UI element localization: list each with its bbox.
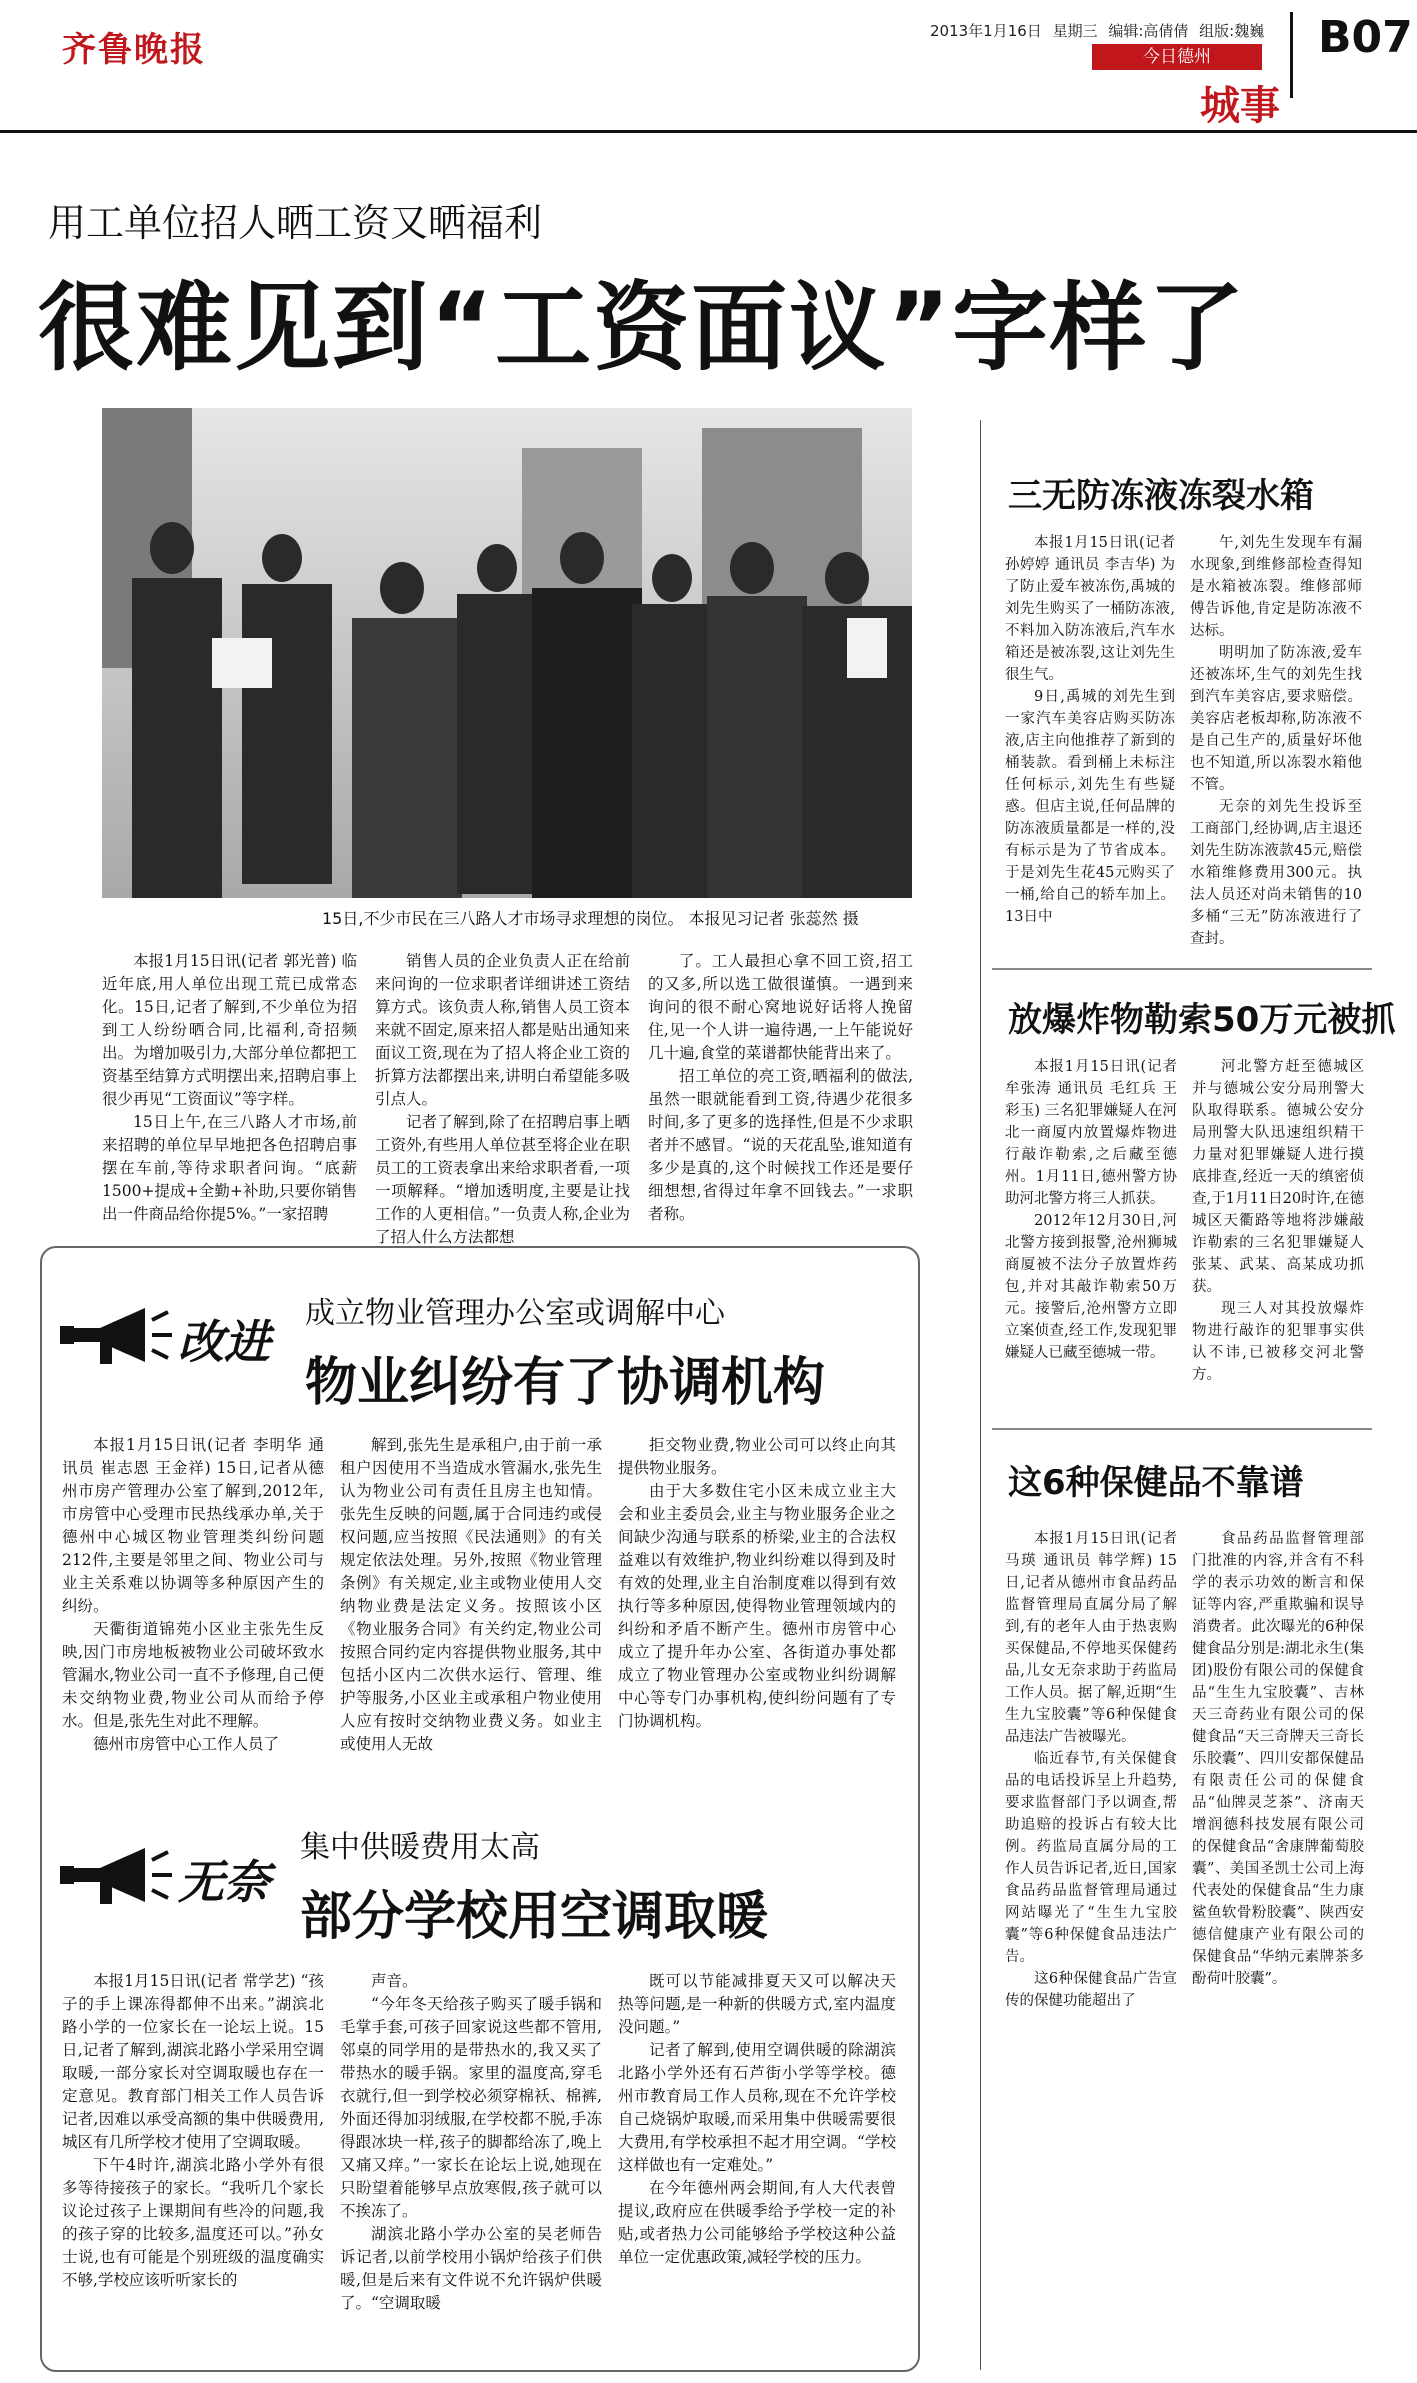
paragraph: 15日上午,在三八路人才市场,前来招聘的单位早早地把各色招聘启事摆在车前,等待求职者问询。“底薪1500+提成+全勤+补助,只要你销售出一件商品给你提5%。”一家招聘 [102,1113,357,1223]
paragraph: 河北警方赶至德城区并与德城公安分局刑警大队取得联系。德城公安分局刑警大队迅速组织精干力量对犯罪嫌疑人进行摸底排查,经近一天的缜密侦查,于1月11日20时许,在德城区天衢路等地将涉嫌敲诈勒索的三名犯罪嫌疑人张某、武某、高某成功抓获。 [1192,1059,1364,1295]
paragraph: 9日,禹城的刘先生到一家汽车美容店购买防冻液,店主向他推荐了新到的桶装款。看到桶上未标注任何标示,刘先生有些疑惑。但店主说,任何品牌的防冻液质量都是一样的,没有标示是为了节省成本。于是刘先生花45元购买了一桶,给自己的轿车加上。13日中 [1005,689,1175,925]
side-article-2-title: 放爆炸物勒索50万元被抓 [1008,1000,1396,1040]
paragraph: 了。工人最担心拿不回工资,招工的又多,所以选工做很谨慎。一遇到来询问的很不耐心窝地说好话将人挽留住,见一个人讲一遍待遇,一上午能说好几十遍,食堂的菜谱都快能背出来了。 [648,952,913,1062]
paragraph: 记者了解到,使用空调供暖的除湖滨北路小学外还有石芦街小学等学校。德州市教育局工作人员称,现在不允许学校自己烧锅炉取暖,而采用集中供暖需要很大费用,有学校承担不起才用空调。“学校这样做也有一定难处。” [618,2041,896,2174]
paragraph: “今年冬天给孩子购买了暖手锅和毛掌手套,可孩子回家说这些都不管用,邻桌的同学用的是带热水的,我又买了带热水的暖手锅。家里的温度高,穿毛衣就行,但一到学校必须穿棉袄、棉裤,外面还得加羽绒服,在学校都不脱,手冻得跟冰块一样,孩子的脚都给冻了,晚上又痛又痒。”一家长在论坛上说,她现在只盼望着能够早点放寒假,孩子就可以不挨冻了。 [340,1995,602,2220]
column-divider [980,420,981,2370]
side-article-2-column-1 [1005,1056,1177,1364]
box-article-1-subhead: 成立物业管理办公室或调解中心 [305,1296,725,1331]
paragraph: 解到,张先生是承租户,由于前一承租户因使用不当造成水管漏水,张先生认为物业公司有责任且房主也知情。张先生反映的问题,属于合同违约或侵权问题,应当按照《民法通则》的有关规定依法处理。另外,按照《物业管理条例》有关规定,业主或物业使用人交纳物业费是法定义务。按照该小区《物业服务合同》有关约定,物业公司按照合同约定内容提供物业服务,其中包括小区内二次供水运行、管理、维护等服务,小区业主或承租户物业使用人应有按时交纳物业费义务。如业主或使用人无故 [340,1436,602,1753]
paragraph: 声音。 [371,1972,418,1990]
paragraph: 由于大多数住宅小区未成立业主大会和业主委员会,业主与物业服务企业之间缺少沟通与联系的桥梁,业主的合法权益难以有效维护,物业纠纷难以得到及时有效的处理,业主自治制度难以得到有效执行等多种原因,使得物业管理领域内的纠纷和矛盾不断产生。德州市房管中心成立了提升年办公室、各街道办事处都成立了物业管理办公室或物业纠纷调解中心等专门办事机构,使纠纷问题有了专门协调机构。 [618,1482,896,1730]
paragraph: 本报1月15日讯(记者 郭光普) 临近年底,用人单位出现工荒已成常态化。15日,记者了解到,不少单位为招到工人纷纷晒合同,比福利,奇招频出。为增加吸引力,大部分单位都把工资基至结算方式明摆出来,招聘启事上很少再见“工资面议”等字样。 [102,952,357,1108]
paragraph: 本报1月15日讯(记者 孙婷婷 通讯员 李吉华) 为了防止爱车被冻伤,禹城的刘先生购买了一桶防冻液,不料加入防冻液后,汽车水箱还是被冻裂,这让刘先生很生气。 [1005,535,1175,683]
lead-subhead: 用工单位招人晒工资又晒福利 [48,201,543,245]
paragraph: 德州市房管中心工作人员了 [93,1735,280,1753]
box-article-2-column-3 [618,1970,896,2269]
paragraph: 本报1月15日讯(记者 马瑛 通讯员 韩学辉) 15日,记者从德州市食品药品监督管理局直属分局了解到,有的老年人由于热衷购买保健品,不停地买保健药品,儿女无奈求助于药监局工作人员。据了解,近期“生生九宝胶囊”等6种保健食品违法广告被曝光。 [1005,1531,1177,1745]
newspaper-logo: 齐鲁晚报 [62,30,206,70]
lead-photo [102,408,912,898]
paragraph: 无奈的刘先生投诉至工商部门,经协调,店主退还刘先生防冻液款45元,赔偿水箱维修费用300元。执法人员还对尚未销售的10多桶“三无”防冻液进行了查封。 [1190,799,1362,947]
megaphone-icon [60,1300,180,1370]
side-article-2-column-2 [1192,1056,1364,1386]
paragraph: 天衢街道锦苑小区业主张先生反映,因门市房地板被物业公司破坏致水管漏水,物业公司一直不予修理,自己便未交纳物业费,物业公司从而给予停水。但是,张先生对此不理解。 [62,1620,324,1730]
paragraph: 下午4时许,湖滨北路小学外有很多等待接孩子的家长。“我听几个家长议论过孩子上课期间有些冷的问题,我的孩子穿的比较多,温度还可以。”孙女士说,也有可能是个别班级的温度确实不够,学校应该听听家长的 [62,2156,324,2289]
header-rule [0,130,1417,133]
paragraph: 临近春节,有关保健食品的电话投诉呈上升趋势,要求监督部门予以调查,帮助追赔的投诉占有较大比例。药监局直属分局的工作人员告诉记者,近日,国家食品药品监督管理局通过网站曝光了“生生九宝胶囊”等6种保健食品违法广告。 [1005,1751,1177,1965]
box-article-2-column-2 [340,1970,602,2315]
box-article-2-subhead: 集中供暖费用太高 [300,1830,540,1865]
page-number: B07 [1318,12,1413,63]
paragraph: 本报1月15日讯(记者 李明华 通讯员 崔志恩 王金祥) 15日,记者从德州市房产管理办公室了解到,2012年,市房管中心受理市民热线承办单,关于德州中心城区物业管理类纠纷问题212件,主要是邻里之间、物业公司与业主关系难以协调等多种原因产生的纠纷。 [62,1436,324,1615]
box-article-1-column-1 [62,1434,324,1756]
paragraph: 拒交物业费,物业公司可以终止向其提供物业服务。 [618,1436,896,1477]
issue-meta: 2013年1月16日 星期三 编辑:高倩倩 组版:魏巍 [930,22,1265,40]
side-article-1-title: 三无防冻液冻裂水箱 [1008,476,1314,516]
paragraph: 现三人对其投放爆炸物进行敲诈的犯罪事实供认不讳,已被移交河北警方。 [1192,1301,1364,1383]
box-article-1-headline: 物业纠纷有了协调机构 [305,1353,826,1413]
paragraph: 销售人员的企业负责人正在给前来问询的一位求职者详细讲述工资结算方式。该负责人称,销售人员工资本来就不固定,原来招人都是贴出通知来面议工资,现在为了招人将企业工资的折算方法都摆出来,讲明白希望能多吸引点人。 [375,952,630,1108]
lead-column-2 [375,950,630,1249]
side-article-3-column-1 [1005,1528,1177,2012]
side-article-1-column-1 [1005,532,1175,928]
side-article-3-title: 这6种保健品不靠谱 [1008,1463,1304,1503]
tag-helpless: 无奈 [178,1855,270,1909]
box-article-2-headline: 部分学校用空调取暖 [300,1887,769,1947]
lead-headline: 很难见到“工资面议”字样了 [38,272,1247,384]
paragraph: 食品药品监督管理部门批准的内容,并含有不科学的表示功效的断言和保证等内容,严重欺骗和误导消费者。此次曝光的6种保健食品分别是:湖北永生(集团)股份有限公司的保健食品“生生九宝胶囊”、吉林天三奇药业有限公司的保健食品“天三奇牌天三奇长乐胶囊”、四川安都保健品有限责任公司的保健食品“仙牌灵芝茶”、济南天增润德科技发展有限公司的保健食品“舍康牌葡萄胶囊”、美国圣凯士公司上海代表处的保健食品“生力康鲨鱼软骨粉胶囊”、陕西安德信健康产业有限公司的保健食品“华纳元素牌茶多酚荷叶胶囊”。 [1192,1531,1364,1987]
box-article-1-column-2 [340,1434,602,1756]
side-article-1-column-2 [1190,532,1362,950]
megaphone-icon [60,1840,180,1910]
paragraph: 招工单位的亮工资,晒福利的做法,虽然一眼就能看到工资,待遇少花很多时间,多了更多的选择性,但是不少求职者并不感冒。“说的天花乱坠,谁知道有多少是真的,这个时候找工作还是要仔细想想,省得过年拿不回钱去。”一求职者称。 [648,1067,913,1223]
paragraph: 本报1月15日讯(记者 牟张涛 通讯员 毛红兵 王彩玉) 三名犯罪嫌疑人在河北一商厦内放置爆炸物进行敲诈勒索,之后藏至德州。1月11日,德州警方协助河北警方将三人抓获。 [1005,1059,1177,1207]
paragraph: 本报1月15日讯(记者 常学艺) “孩子的手上课冻得都伸不出来。”湖滨北路小学的一位家长在一论坛上说。15日,记者了解到,湖滨北路小学采用空调取暖,一部分家长对空调取暖也存在一定意见。教育部门相关工作人员告诉记者,因难以承受高额的集中供暖费用,城区有几所学校才使用了空调取暖。 [62,1972,324,2151]
section-badge: 今日德州 [1092,44,1262,70]
paragraph: 湖滨北路小学办公室的吴老师告诉记者,以前学校用小锅炉给孩子们供暖,但是后来有文件说不允许锅炉供暖了。“空调取暖 [340,2225,602,2312]
paragraph: 在今年德州两会期间,有人大代表曾提议,政府应在供暖季给予学校一定的补贴,或者热力公司能够给予学校这种公益单位一定优惠政策,减轻学校的压力。 [618,2179,896,2266]
paragraph: 记者了解到,除了在招聘启事上晒工资外,有些用人单位甚至将企业在职员工的工资表拿出来给求职者看,一项一项解释。“增加透明度,主要是让找工作的人更相信。”一负责人称,企业为了招人什么方法都想 [375,1113,630,1246]
box-article-2-column-1 [62,1970,324,2292]
paragraph: 午,刘先生发现车有漏水现象,到维修部检查得知是水箱被冻裂。维修部师傅告诉他,肯定是防冻液不达标。 [1190,535,1362,639]
photo-caption: 15日,不少市民在三八路人才市场寻求理想的岗位。 本报见习记者 张蕊然 摄 [322,909,859,928]
section-rule [992,968,1372,970]
paragraph: 既可以节能减排夏天又可以解决天热等问题,是一种新的供暖方式,室内温度没问题。” [618,1972,896,2036]
crowd-photo-illustration [102,408,912,898]
masthead-divider [1290,12,1293,98]
paragraph: 明明加了防冻液,爱车还被冻坏,生气的刘先生找到汽车美容店,要求赔偿。美容店老板却称,防冻液不是自己生产的,质量好坏他也不知道,所以冻裂水箱他不管。 [1190,645,1362,793]
lead-column-3 [648,950,913,1226]
tag-improve: 改进 [178,1315,270,1369]
side-article-3-column-2 [1192,1528,1364,1990]
paragraph: 这6种保健食品广告宣传的保健功能超出了 [1005,1971,1177,2009]
section-title: 城事 [1200,83,1280,129]
box-article-1-column-3 [618,1434,896,1733]
lead-column-1 [102,950,357,1226]
paragraph: 2012年12月30日,河北警方接到报警,沧州狮城商厦被不法分子放置炸药包,并对其敲诈勒索50万元。接警后,沧州警方立即立案侦查,经工作,发现犯罪嫌疑人已藏至德城一带。 [1005,1213,1177,1361]
section-rule [992,1428,1372,1430]
